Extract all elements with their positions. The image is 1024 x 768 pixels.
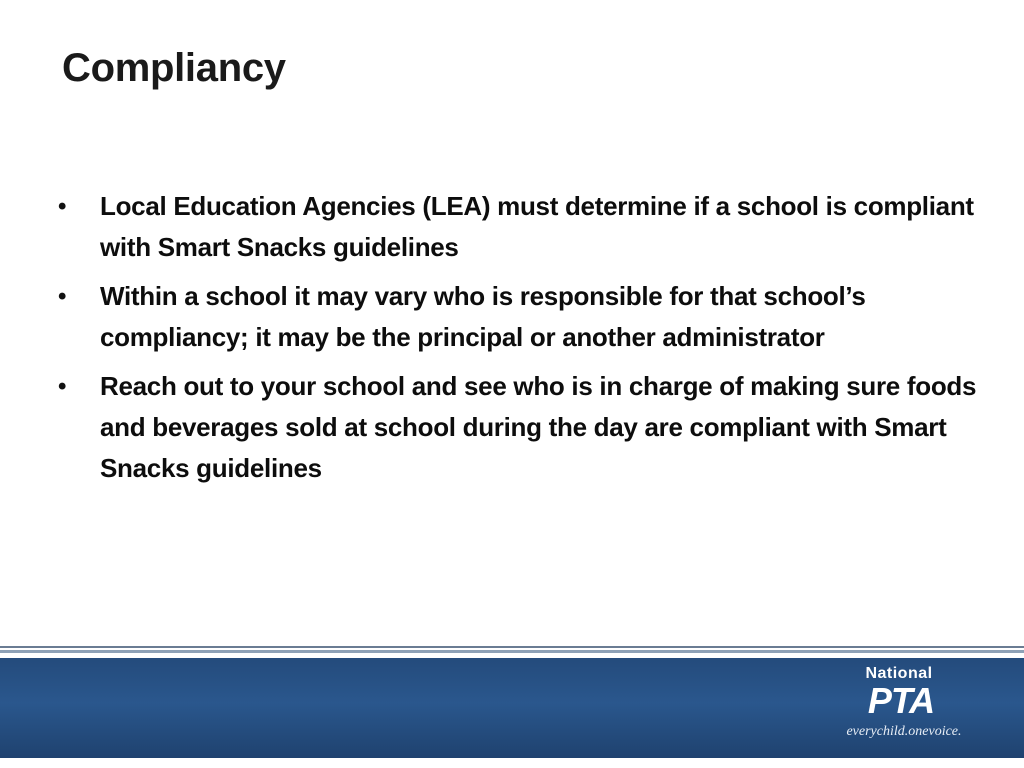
bullet-icon: •: [58, 373, 67, 400]
footer-bottom-strip: [0, 758, 1024, 768]
logo-tagline: everychild.onevoice.: [846, 724, 962, 739]
national-pta-logo: [824, 660, 984, 754]
bullet-list: [58, 186, 978, 497]
footer-divider: [0, 646, 1024, 648]
bullet-icon: •: [58, 283, 67, 310]
bullet-item: [58, 186, 978, 268]
footer-divider: [0, 650, 1024, 653]
bullet-item: [58, 366, 978, 489]
bullet-text: Within a school it may vary who is responsible for that school’s compliancy; it may be the principal or another administrator: [100, 281, 866, 352]
logo-pta-text: PTA: [867, 680, 935, 721]
footer-band: [0, 646, 1024, 768]
logo-national-text: National: [865, 665, 933, 682]
bullet-text: Local Education Agencies (LEA) must determine if a school is compliant with Smart Snacks guidelines: [100, 191, 974, 262]
bullet-text: Reach out to your school and see who is in charge of making sure foods and beverages sold at school during the day are compliant with Smart Snacks guidelines: [100, 371, 977, 483]
bullet-icon: •: [58, 193, 67, 220]
bullet-item: [58, 276, 978, 358]
slide-title: Compliancy: [62, 46, 286, 90]
